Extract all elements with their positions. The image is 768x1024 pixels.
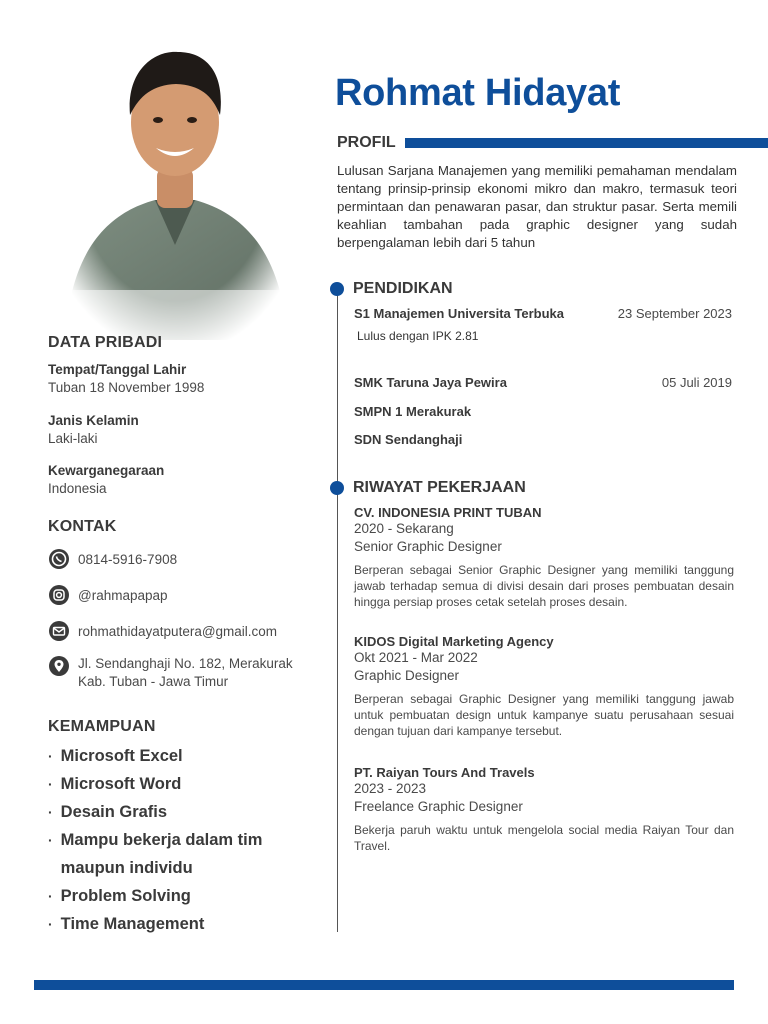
- timeline-dot: [330, 481, 344, 495]
- education-school: SMPN 1 Merakurak: [354, 404, 472, 419]
- timeline-dot: [330, 282, 344, 296]
- contact-email[interactable]: [48, 620, 277, 642]
- personal-data-title: DATA PRIBADI: [48, 334, 163, 351]
- work-period: 2023 - 2023: [354, 781, 427, 796]
- personal-value: Indonesia: [48, 481, 107, 496]
- work-role: Freelance Graphic Designer: [354, 799, 523, 814]
- education-title: PENDIDIKAN: [353, 280, 453, 297]
- whatsapp-icon: [48, 548, 70, 570]
- work-role: Senior Graphic Designer: [354, 539, 502, 554]
- personal-item-birth: [48, 362, 204, 395]
- work-company: CV. INDONESIA PRINT TUBAN: [354, 505, 542, 520]
- skills-list: [48, 742, 262, 938]
- skill-item-continued: maupun individu: [60, 859, 193, 877]
- location-pin-icon: [48, 655, 70, 677]
- skills-title: KEMAMPUAN: [48, 718, 156, 735]
- education-school: SMK Taruna Jaya Pewira: [354, 375, 507, 390]
- contact-title: KONTAK: [48, 518, 117, 535]
- contact-text: 0814-5916-7908: [78, 551, 178, 567]
- contact-instagram[interactable]: [48, 584, 168, 606]
- education-note: Lulus dengan IPK 2.81: [357, 329, 479, 343]
- mail-icon: [48, 620, 70, 642]
- education-date: 23 September 2023: [617, 306, 732, 321]
- work-description: Berperan sebagai Senior Graphic Designer yang memiliki tanggung jawab terhadap semua di divisi desain dari proses pembuatan desain hingga persiap proses cetak setelah proses desain.: [354, 563, 734, 609]
- education-school: S1 Manajemen Universita Terbuka: [354, 306, 565, 321]
- work-title: RIWAYAT PEKERJAAN: [353, 479, 526, 496]
- personal-value: Tuban 18 November 1998: [48, 380, 205, 395]
- timeline-line: [337, 286, 338, 932]
- skill-item: · Microsoft Excel: [48, 747, 183, 765]
- profile-photo: [60, 40, 290, 340]
- profile-accent-bar: [405, 138, 768, 148]
- work-period: Okt 2021 - Mar 2022: [354, 650, 478, 665]
- personal-label: Tempat/Tanggal Lahir: [48, 362, 187, 377]
- address-line-2: Kab. Tuban - Jawa Timur: [78, 674, 229, 689]
- work-item: [354, 765, 734, 854]
- work-description: Bekerja paruh waktu untuk mengelola social media Raiyan Tour dan Travel.: [354, 823, 734, 853]
- personal-item-nationality: [48, 463, 164, 496]
- address-line-1: Jl. Sendanghaji No. 182, Merakurak: [78, 656, 293, 671]
- skill-item: · Microsoft Word: [48, 775, 182, 793]
- footer-accent-bar: [34, 980, 734, 990]
- instagram-icon: [48, 584, 70, 606]
- work-role: Graphic Designer: [354, 668, 460, 683]
- person-name: Rohmat Hidayat: [335, 72, 621, 114]
- work-period: 2020 - Sekarang: [354, 521, 454, 536]
- personal-label: Kewarganegaraan: [48, 463, 165, 478]
- contact-phone[interactable]: [48, 548, 177, 570]
- education-school: SDN Sendanghaji: [354, 432, 463, 447]
- profile-text: Lulusan Sarjana Manajemen yang memiliki pemahaman mendalam tentang prinsip-prinsip ekonomi mikro dan makro, termasuk teori permintaan dan penawaran pasar, dan struktur pasar. Serta memili keahlian tambahan pada graphic designer yang sudah berpengalaman lebih dari 5 tahun: [337, 163, 737, 250]
- work-company: KIDOS Digital Marketing Agency: [354, 634, 554, 649]
- work-item: [354, 634, 734, 739]
- contact-address: [48, 655, 293, 691]
- education-date: 05 Juli 2019: [661, 375, 732, 390]
- contact-text: rohmathidayatputera@gmail.com: [78, 623, 278, 639]
- skill-item: · Time Management: [48, 915, 205, 933]
- skill-item: · Problem Solving: [48, 887, 191, 905]
- personal-item-gender: [48, 413, 139, 446]
- work-description: Berperan sebagai Graphic Designer yang memiliki tanggung jawab untuk pembuatan design untuk kampanye suatu perusahaan sesuai dengan tujuan dari kampanye tersebut.: [354, 692, 734, 738]
- personal-value: Laki-laki: [48, 431, 98, 446]
- skill-item: · Desain Grafis: [48, 803, 168, 821]
- personal-label: Janis Kelamin: [48, 413, 139, 428]
- work-item: [354, 505, 734, 610]
- work-company: PT. Raiyan Tours And Travels: [354, 765, 535, 780]
- contact-text: @rahmapapap: [78, 587, 168, 603]
- skill-item: · Mampu bekerja dalam tim: [48, 831, 263, 849]
- profile-title: PROFIL: [337, 134, 396, 151]
